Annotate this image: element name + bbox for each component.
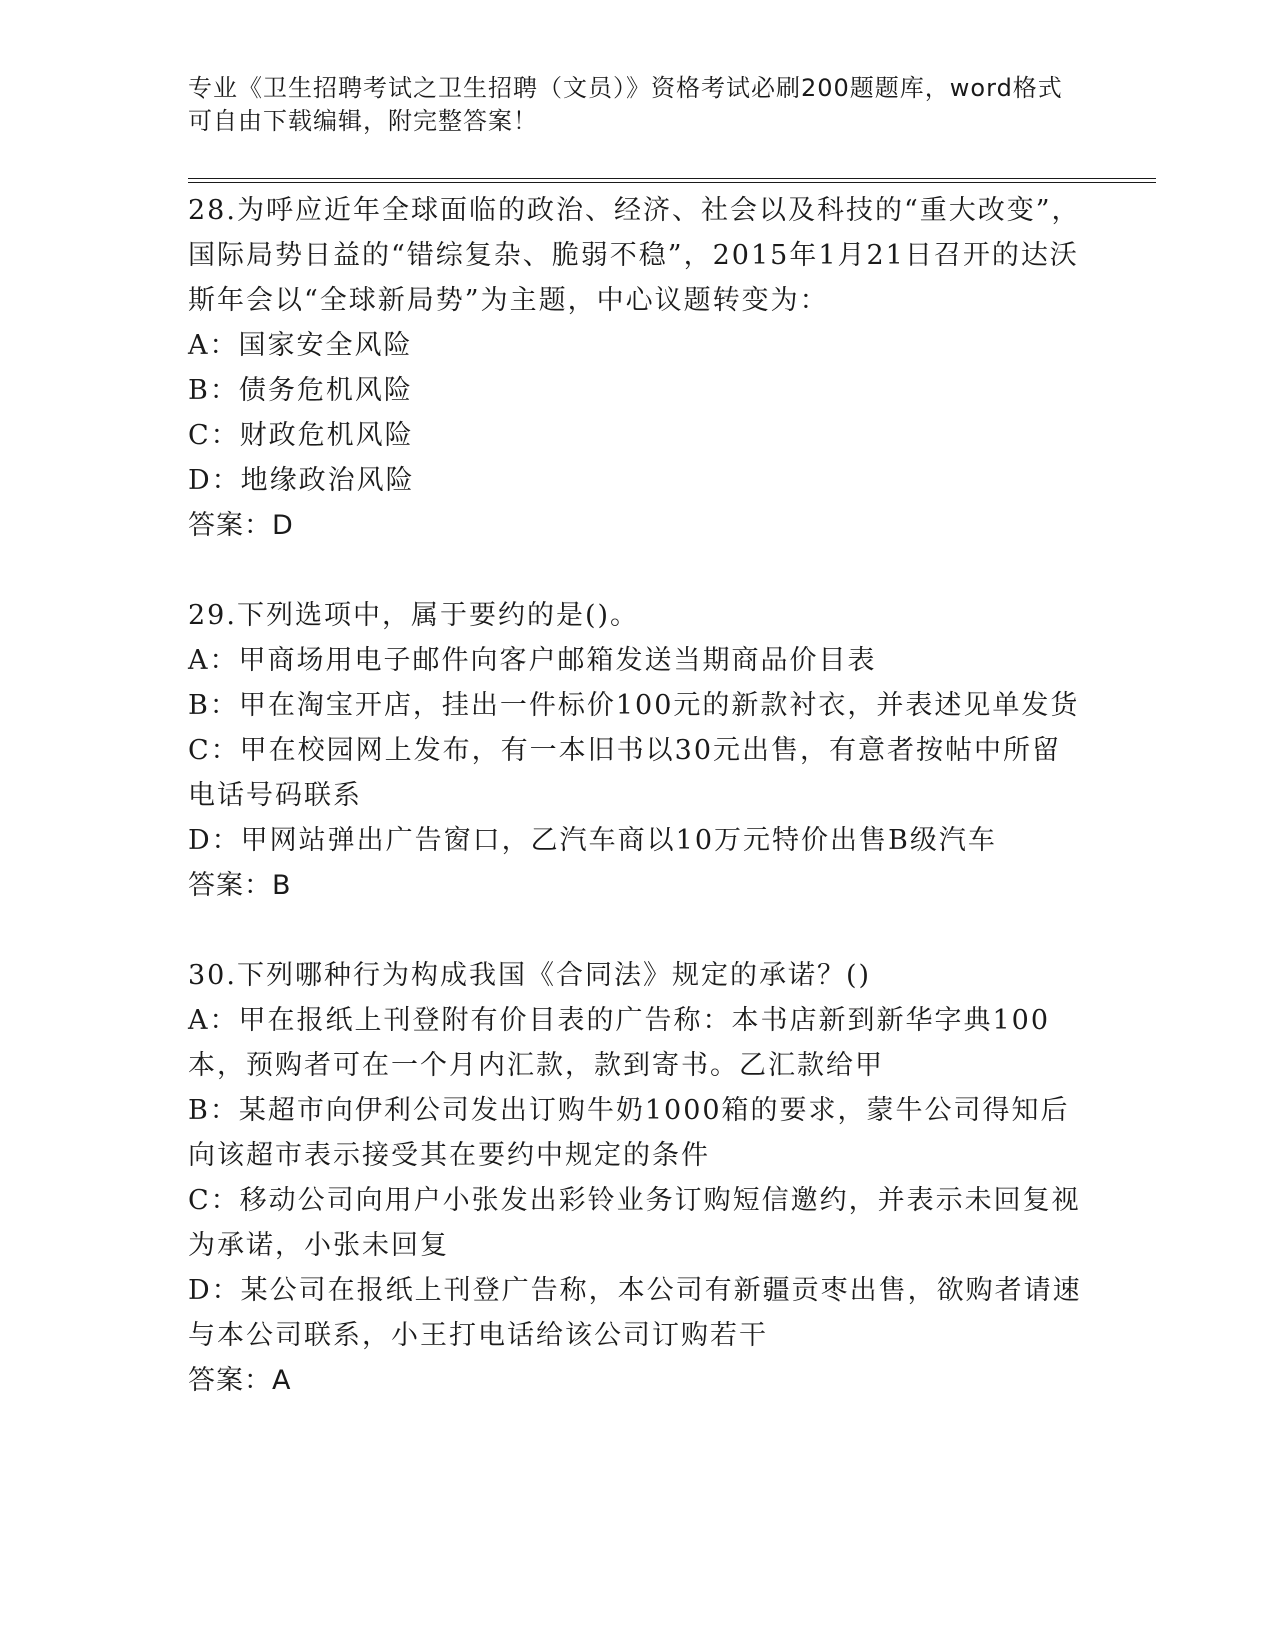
option-letter: C：	[188, 420, 240, 451]
option-text: 甲在校园网上发布，有一本旧书以30元出售，有意者按帖中所留电话号码联系	[188, 735, 1062, 811]
option-letter: C：	[188, 735, 240, 766]
option-letter: B：	[188, 1095, 239, 1126]
document-header	[188, 72, 1068, 138]
question-list	[188, 188, 1088, 1448]
answer-label: 答案：B	[188, 870, 292, 901]
answer-label: 答案：D	[188, 510, 294, 541]
question-29	[188, 593, 1088, 908]
option-text: 国家安全风险	[238, 330, 413, 361]
header-line-2: 可自由下载编辑，附完整答案！	[188, 107, 538, 135]
option-a	[188, 998, 1088, 1088]
option-letter: C：	[188, 1185, 240, 1216]
option-d	[188, 818, 1088, 863]
option-text: 某超市向伊利公司发出订购牛奶1000箱的要求，蒙牛公司得知后向该超市表示接受其在要约中规定的条件	[188, 1095, 1070, 1171]
option-text: 甲在淘宝开店，挂出一件标价100元的新款衬衣，并表述见单发货	[238, 690, 1080, 721]
option-letter: A：	[188, 330, 239, 361]
answer-label: 答案：A	[188, 1365, 292, 1396]
question-text: 28.为呼应近年全球面临的政治、经济、社会以及科技的“重大改变”，国际局势日益的“错综复杂、脆弱不稳”，2015年1月21日召开的达沃斯年会以“全球新局势”为主题，中心议题转变为：	[188, 195, 1081, 316]
question-30	[188, 953, 1088, 1403]
option-d	[188, 1268, 1088, 1358]
option-letter: A：	[188, 645, 239, 676]
option-a	[188, 323, 1088, 368]
question-text: 30.下列哪种行为构成我国《合同法》规定的承诺？()	[188, 960, 872, 991]
option-c	[188, 1178, 1088, 1268]
option-text: 甲在报纸上刊登附有价目表的广告称：本书店新到新华字典100本，预购者可在一个月内汇款，款到寄书。乙汇款给甲	[188, 1005, 1051, 1081]
header-divider	[188, 178, 1156, 183]
option-b	[188, 368, 1088, 413]
option-text: 财政危机风险	[239, 420, 414, 451]
option-text: 甲商场用电子邮件向客户邮箱发送当期商品价目表	[238, 645, 877, 676]
option-text: 某公司在报纸上刊登广告称，本公司有新疆贡枣出售，欲购者请速与本公司联系，小王打电话给该公司订购若干	[188, 1275, 1082, 1351]
option-letter: B：	[188, 690, 239, 721]
option-b	[188, 683, 1088, 728]
question-text: 29.下列选项中，属于要约的是()。	[188, 600, 640, 631]
option-letter: D：	[188, 465, 241, 496]
option-a	[188, 638, 1088, 683]
option-text: 债务危机风险	[238, 375, 413, 406]
option-b	[188, 1088, 1088, 1178]
option-d	[188, 458, 1088, 503]
option-letter: D：	[188, 825, 241, 856]
header-line-1: 专业《卫生招聘考试之卫生招聘（文员）》资格考试必刷200题题库，word格式	[188, 74, 1063, 102]
option-letter: A：	[188, 1005, 239, 1036]
option-text: 移动公司向用户小张发出彩铃业务订购短信邀约，并表示未回复视为承诺，小张未回复	[188, 1185, 1081, 1261]
option-letter: B：	[188, 375, 239, 406]
question-28	[188, 188, 1088, 548]
option-text: 甲网站弹出广告窗口，乙汽车商以10万元特价出售B级汽车	[240, 825, 997, 856]
option-c	[188, 728, 1088, 818]
option-letter: D：	[188, 1275, 241, 1306]
option-c	[188, 413, 1088, 458]
option-text: 地缘政治风险	[240, 465, 415, 496]
